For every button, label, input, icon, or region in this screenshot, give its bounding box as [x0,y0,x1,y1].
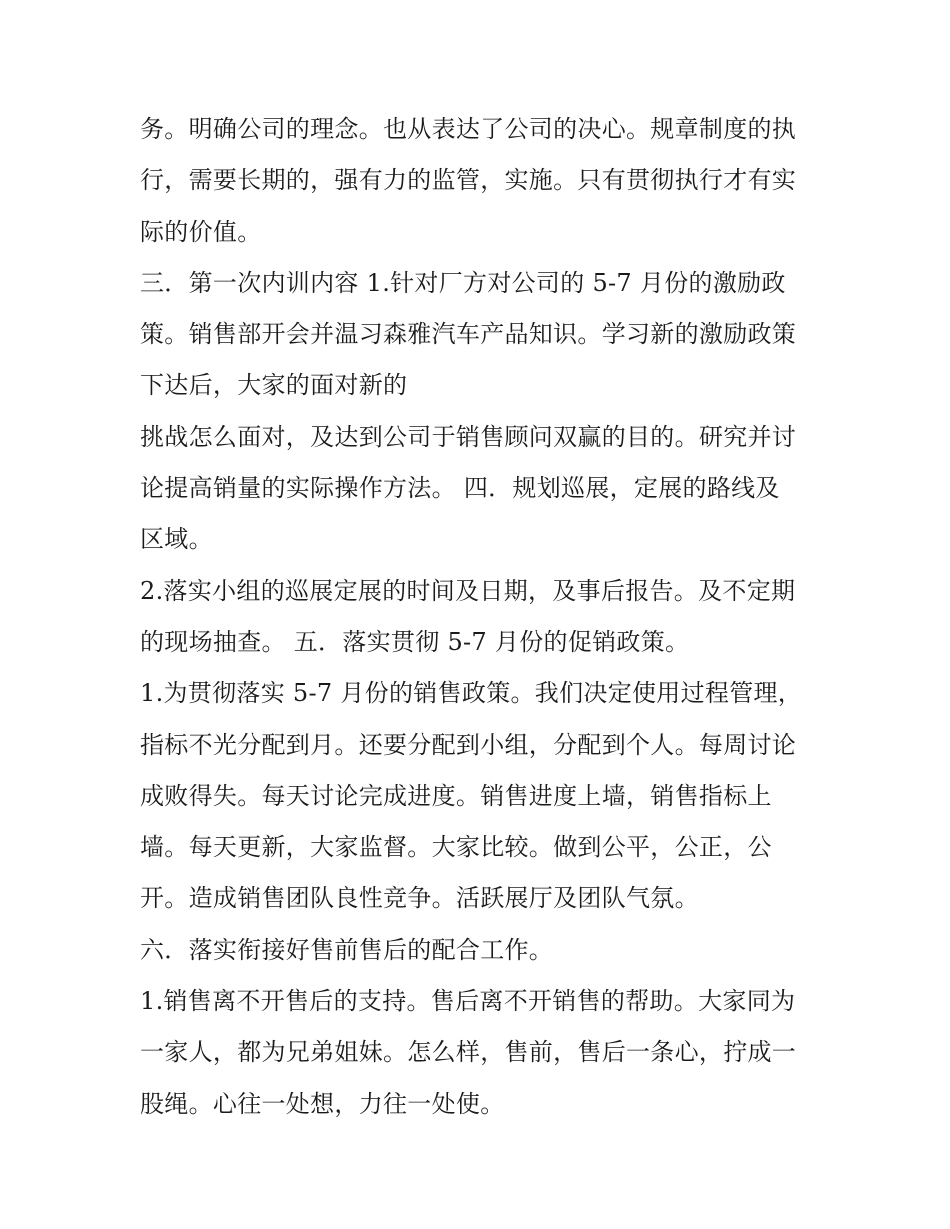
text-line: 墙。每天更新，大家监督。大家比较。做到公平，公正，公 [140,833,772,862]
section-heading-line: 六．落实衔接好售前售后的配合工作。 [140,935,554,964]
text-line: 务。明确公司的理念。也从表达了公司的决心。规章制度的执 [140,115,797,143]
text-line: 1.销售离不开售后的支持。售后离不开销售的帮助。大家同为 [140,987,796,1016]
text-line: 2.落实小组的巡展定展的时间及日期，及事后报告。及不定期 [140,576,796,605]
text-line: 指标不光分配到月。还要分配到小组，分配到个人。每周讨论 [140,730,797,759]
body-text [140,104,820,1130]
text-line: 一家人，都为兄弟姐妹。怎么样，售前，售后一条心，拧成一 [140,1038,797,1067]
text-line: 挑战怎么面对，及达到公司于销售顾问双赢的目的。研究并讨 [140,422,797,451]
text-line: 策。销售部开会并温习森雅汽车产品知识。学习新的激励政策 [140,320,797,349]
text-line: 下达后，大家的面对新的 [140,371,408,400]
text-line: 区域。 [140,525,213,554]
text-line: 1.为贯彻落实 5-7 月份的销售政策。我们决定使用过程管理， [140,679,803,708]
text-line: 论提高销量的实际操作方法。 四．规划巡展，定展的路线及 [140,474,780,503]
text-line: 的现场抽查。 五．落实贯彻 5-7 月份的促销政策。 [140,627,690,656]
text-line: 成败得失。每天讨论完成进度。销售进度上墙，销售指标上 [140,781,772,810]
text-line: 开。造成销售团队良性竞争。活跃展厅及团队气氛。 [140,884,699,913]
text-line: 股绳。心往一处想，力往一处使。 [140,1089,505,1118]
text-line: 行，需要长期的，强有力的监管，实施。只有贯彻执行才有实 [140,166,797,195]
section-heading-line: 三．第一次内训内容 1.针对厂方对公司的 5-7 月份的激励政 [140,268,786,297]
text-line: 际的价值。 [140,217,262,246]
